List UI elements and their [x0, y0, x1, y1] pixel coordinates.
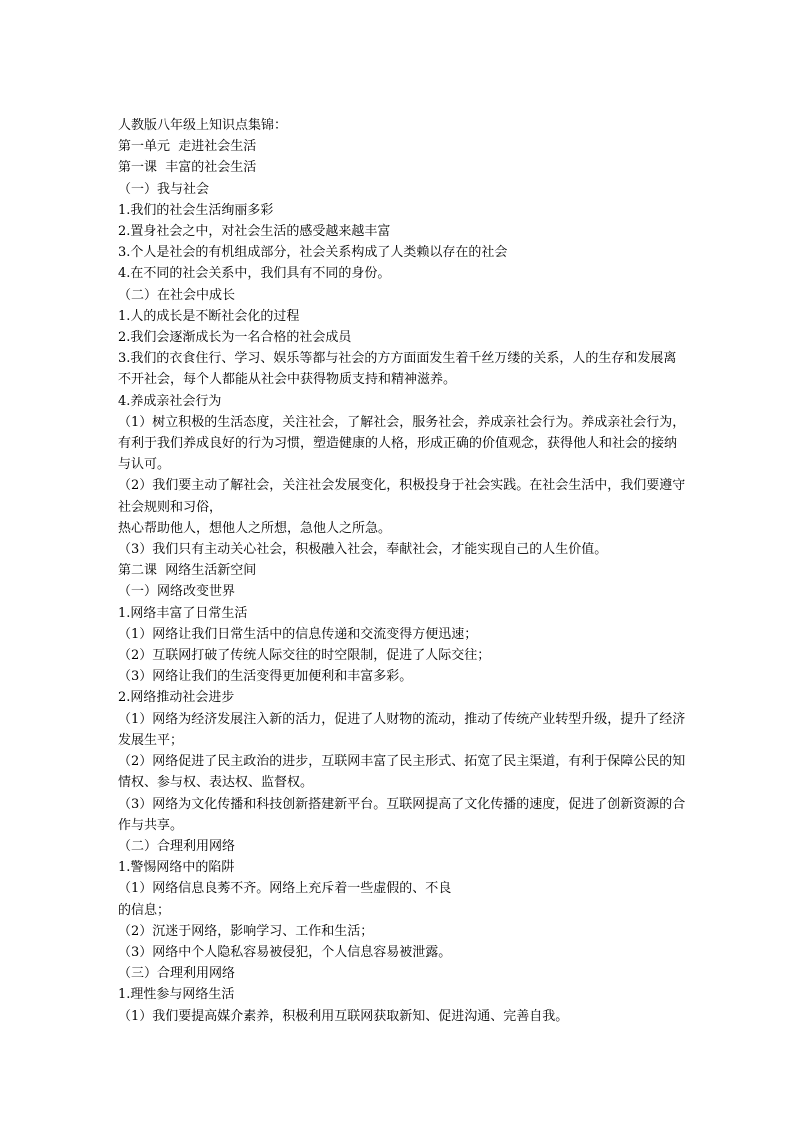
section-heading: （三）合理利用网络	[118, 966, 236, 982]
unit-heading: 第一单元 走进社会生活	[118, 139, 257, 155]
text-line: 1.网络丰富了日常生活	[118, 605, 248, 621]
document-body	[118, 115, 686, 1027]
text-line: 1.我们的社会生活绚丽多彩	[118, 202, 274, 218]
paragraph: 3.我们的衣食住行、学习、娱乐等都与社会的方方面面发生着千丝万缕的关系，人的生存和发展离不开社会，每个人都能从社会中获得物质支持和精神滋养。	[118, 351, 677, 388]
text-line: 3.个人是社会的有机组成部分，社会关系构成了人类赖以存在的社会	[118, 245, 508, 261]
section-heading: （二）在社会中成长	[118, 287, 236, 303]
text-line: （3）我们只有主动关心社会，积极融入社会，奉献社会，才能实现自己的人生价值。	[118, 542, 608, 558]
text-line: 热心帮助他人，想他人之所想，急他人之所急。	[118, 520, 392, 536]
text-line: （1）网络信息良莠不齐。网络上充斥着一些虚假的、不良	[118, 881, 452, 897]
text-line: 4.养成亲社会行为	[118, 393, 222, 409]
section-heading: （一）网络改变世界	[118, 584, 236, 600]
text-line: 4.在不同的社会关系中，我们具有不同的身份。	[118, 266, 391, 282]
section-heading: （二）合理利用网络	[118, 838, 236, 854]
text-line: （1）网络让我们日常生活中的信息传递和交流变得方便迅速；	[118, 626, 478, 642]
text-line: 的信息；	[118, 902, 171, 918]
text-line: 1.人的成长是不断社会化的过程	[118, 308, 300, 324]
lesson-heading: 第一课 丰富的社会生活	[118, 160, 257, 176]
paragraph: （1）树立积极的生活态度，关注社会，了解社会，服务社会，养成亲社会行为。养成亲社会行为，有利于我们养成良好的行为习惯，塑造健康的人格，形成正确的价值观念，获得他人和社会的接纳与认可。	[118, 414, 686, 473]
text-line: （3）网络让我们的生活变得更加便利和丰富多彩。	[118, 669, 413, 685]
text-line: 1.理性参与网络生活	[118, 987, 235, 1003]
text-line: （3）网络中个人隐私容易被侵犯，个人信息容易被泄露。	[118, 944, 452, 960]
text-line: （1）我们要提高媒介素养，积极利用互联网获取新知、促进沟通、完善自我。	[118, 1008, 569, 1024]
section-heading: （一）我与社会	[118, 181, 210, 197]
lesson-heading: 第二课 网络生活新空间	[118, 563, 257, 579]
text-line: （2）沉迷于网络，影响学习、工作和生活；	[118, 923, 374, 939]
paragraph: （2）我们要主动了解社会，关注社会发展变化，积极投身于社会实践。在社会生活中，我们要遵守社会规则和习俗，	[118, 478, 686, 515]
text-line: 2.我们会逐渐成长为一名合格的社会成员	[118, 330, 352, 346]
paragraph: （3）网络为文化传播和科技创新搭建新平台。互联网提高了文化传播的速度，促进了创新资源的合作与共享。	[118, 796, 686, 833]
paragraph: （2）网络促进了民主政治的进步，互联网丰富了民主形式、拓宽了民主渠道，有利于保障公民的知情权、参与权、表达权、监督权。	[118, 754, 686, 791]
text-line: （2）互联网打破了传统人际交往的时空限制，促进了人际交往；	[118, 648, 491, 664]
text-line: 2.网络推动社会进步	[118, 690, 235, 706]
document-title: 人教版八年级上知识点集锦：	[118, 118, 288, 133]
paragraph: （1）网络为经济发展注入新的活力，促进了人财物的流动，推动了传统产业转型升级，提升了经济发展生平；	[118, 711, 686, 748]
text-line: 1.警惕网络中的陷阱	[118, 860, 235, 876]
text-line: 2.置身社会之中，对社会生活的感受越来越丰富	[118, 224, 391, 240]
